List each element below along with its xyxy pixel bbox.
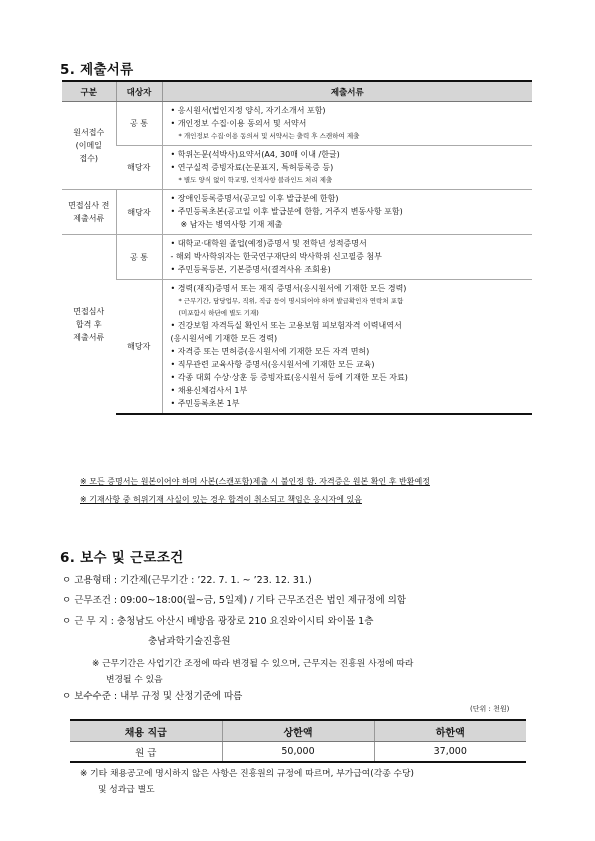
document-line: • 건강보험 자격득실 확인서 또는 고용보험 피보험자격 이력내역서	[170, 321, 402, 330]
pay-table	[70, 719, 526, 763]
submission-row	[62, 235, 532, 280]
work-period-note: ※ 근무기간은 사업기간 조정에 따라 변경될 수 있으며, 근무지는 진흥원 사정에 따라	[92, 659, 414, 669]
footer-note: ※ 기타 채용공고에 명시하지 않은 사항은 진흥원의 규정에 따르며, 부가급여(각종 수당)	[80, 769, 414, 779]
document-line: • 주민등록초본 1부	[170, 399, 240, 408]
pay-min: 37,000	[374, 742, 526, 763]
unit-label: (단위 : 천원)	[470, 705, 510, 713]
document-line: • 채용신체검사서 1부	[170, 386, 248, 395]
note-original-docs: ※ 모든 증명서는 원본이어야 하며 사본(스캔포함)제출 시 불인정 함. 자격증은 원본 확인 후 반환예정	[80, 477, 430, 486]
documents-cell	[162, 280, 532, 415]
document-line: * 개인정보 수집·이용 동의서 및 서약서는 출력 후 스캔하여 제출	[178, 132, 360, 140]
category-line: 제출서류	[73, 333, 105, 342]
employment-type: ㅇ 고용형태 : 기간제(근무기간 : ’22. 7. 1. ~ ’23. 12. 31.)	[62, 575, 312, 586]
footer-note-cont: 및 성과급 별도	[98, 785, 155, 795]
note-false-info: ※ 기재사항 중 허위기재 사실이 있는 경우 합격이 취소되고 책임은 응시자에 있음	[80, 495, 362, 504]
document-line: • 장애인등록증명서(공고일 이후 발급분에 한함)	[170, 194, 339, 203]
document-line: (응시원서에 기재한 모든 경력)	[170, 334, 278, 343]
category-line: 접수)	[79, 154, 99, 163]
document-line: • 경력(재직)증명서 또는 재직 증명서(응시원서에 기재한 모든 경력)	[170, 284, 407, 293]
document-line: • 응시원서(법인지정 양식, 자기소개서 포함)	[170, 106, 326, 115]
header-target: 대상자	[116, 81, 162, 102]
category-line: 면접심사	[73, 307, 105, 316]
submission-row	[62, 190, 532, 235]
document-line: * 근무기간, 담당업무, 직위, 직급 등이 명시되어야 하며 발급확인자 연락처 포함	[178, 297, 404, 305]
section6-title: 6. 보수 및 근로조건	[60, 550, 184, 566]
category-cell	[62, 235, 116, 415]
pay-header-max: 상한액	[222, 720, 374, 742]
document-line: • 주민등록초본(공고일 이후 발급분에 한함, 거주지 변동사항 포함)	[170, 207, 403, 216]
category-line: 제출서류	[73, 214, 105, 223]
submission-row	[62, 280, 532, 415]
document-line: • 직무관련 교육사항 증명서(응시원서에 기재한 모든 교육)	[170, 360, 375, 369]
document-line: • 자격증 또는 면허증(응시원서에 기재한 모든 자격 면허)	[170, 347, 370, 356]
work-location: ㅇ 근 무 지 : 충청남도 아산시 배방읍 광장로 210 요진와이시티 와이몰 1층	[62, 616, 374, 627]
header-category: 구분	[62, 81, 116, 102]
pay-level: ㅇ 보수수준 : 내부 규정 및 산정기준에 따름	[62, 691, 243, 702]
document-line: • 개인정보 수집·이용 동의서 및 서약서	[170, 119, 307, 128]
document-line: • 연구실적 증빙자료(논문표지, 특허등록증 등)	[170, 163, 334, 172]
target-cell: 해당자	[116, 280, 162, 415]
document-line: * 별도 양식 없이 학교명, 인적사항 블라인드 처리 제출	[178, 176, 333, 184]
document-line: - 해외 박사학위자는 한국연구재단의 박사학위 신고필증 첨부	[170, 252, 382, 261]
work-location-org: 충남과학기술진흥원	[148, 636, 231, 647]
pay-header-min: 하한액	[374, 720, 526, 742]
category-line: 면접심사 전	[68, 201, 110, 210]
work-period-note-cont: 변경될 수 있음	[106, 675, 163, 685]
submission-table	[62, 80, 532, 415]
pay-grade: 원 급	[70, 742, 222, 763]
pay-max: 50,000	[222, 742, 374, 763]
document-line: (미포함시 하단에 별도 기재)	[178, 309, 259, 317]
document-line: • 각종 대회 수상·상훈 등 증빙자료(응시원서 등에 기재한 모든 자료)	[170, 373, 408, 382]
category-cell	[62, 102, 116, 190]
target-cell: 해당자	[116, 146, 162, 190]
category-line: (이메일	[75, 141, 102, 150]
category-cell	[62, 190, 116, 235]
submission-row	[62, 146, 532, 190]
documents-cell	[162, 102, 532, 146]
target-cell: 공 통	[116, 102, 162, 146]
documents-cell	[162, 146, 532, 190]
work-conditions: ㅇ 근무조건 : 09:00~18:00(월~금, 5일제) / 기타 근무조건은 법인 제규정에 의함	[62, 595, 406, 606]
submission-table-body	[62, 102, 532, 415]
pay-row	[70, 742, 526, 763]
header-documents: 제출서류	[162, 81, 532, 102]
documents-cell	[162, 235, 532, 280]
document-line: • 주민등록등본, 기본증명서(결격사유 조회용)	[170, 265, 331, 274]
document-line: • 학위논문(석박사)요약서(A4, 30매 이내 /한글)	[170, 150, 340, 159]
pay-header-grade: 채용 직급	[70, 720, 222, 742]
submission-table-header	[62, 81, 532, 102]
document-line: • 대학교·대학원 졸업(예정)증명서 및 전학년 성적증명서	[170, 239, 367, 248]
documents-cell	[162, 190, 532, 235]
target-cell: 공 통	[116, 235, 162, 280]
submission-row	[62, 102, 532, 146]
section5-title: 5. 제출서류	[60, 62, 134, 78]
document-line: ※ 남자는 병역사항 기재 제출	[180, 220, 283, 229]
category-line: 합격 후	[75, 320, 102, 329]
category-line: 원서접수	[73, 128, 105, 137]
target-cell: 해당자	[116, 190, 162, 235]
